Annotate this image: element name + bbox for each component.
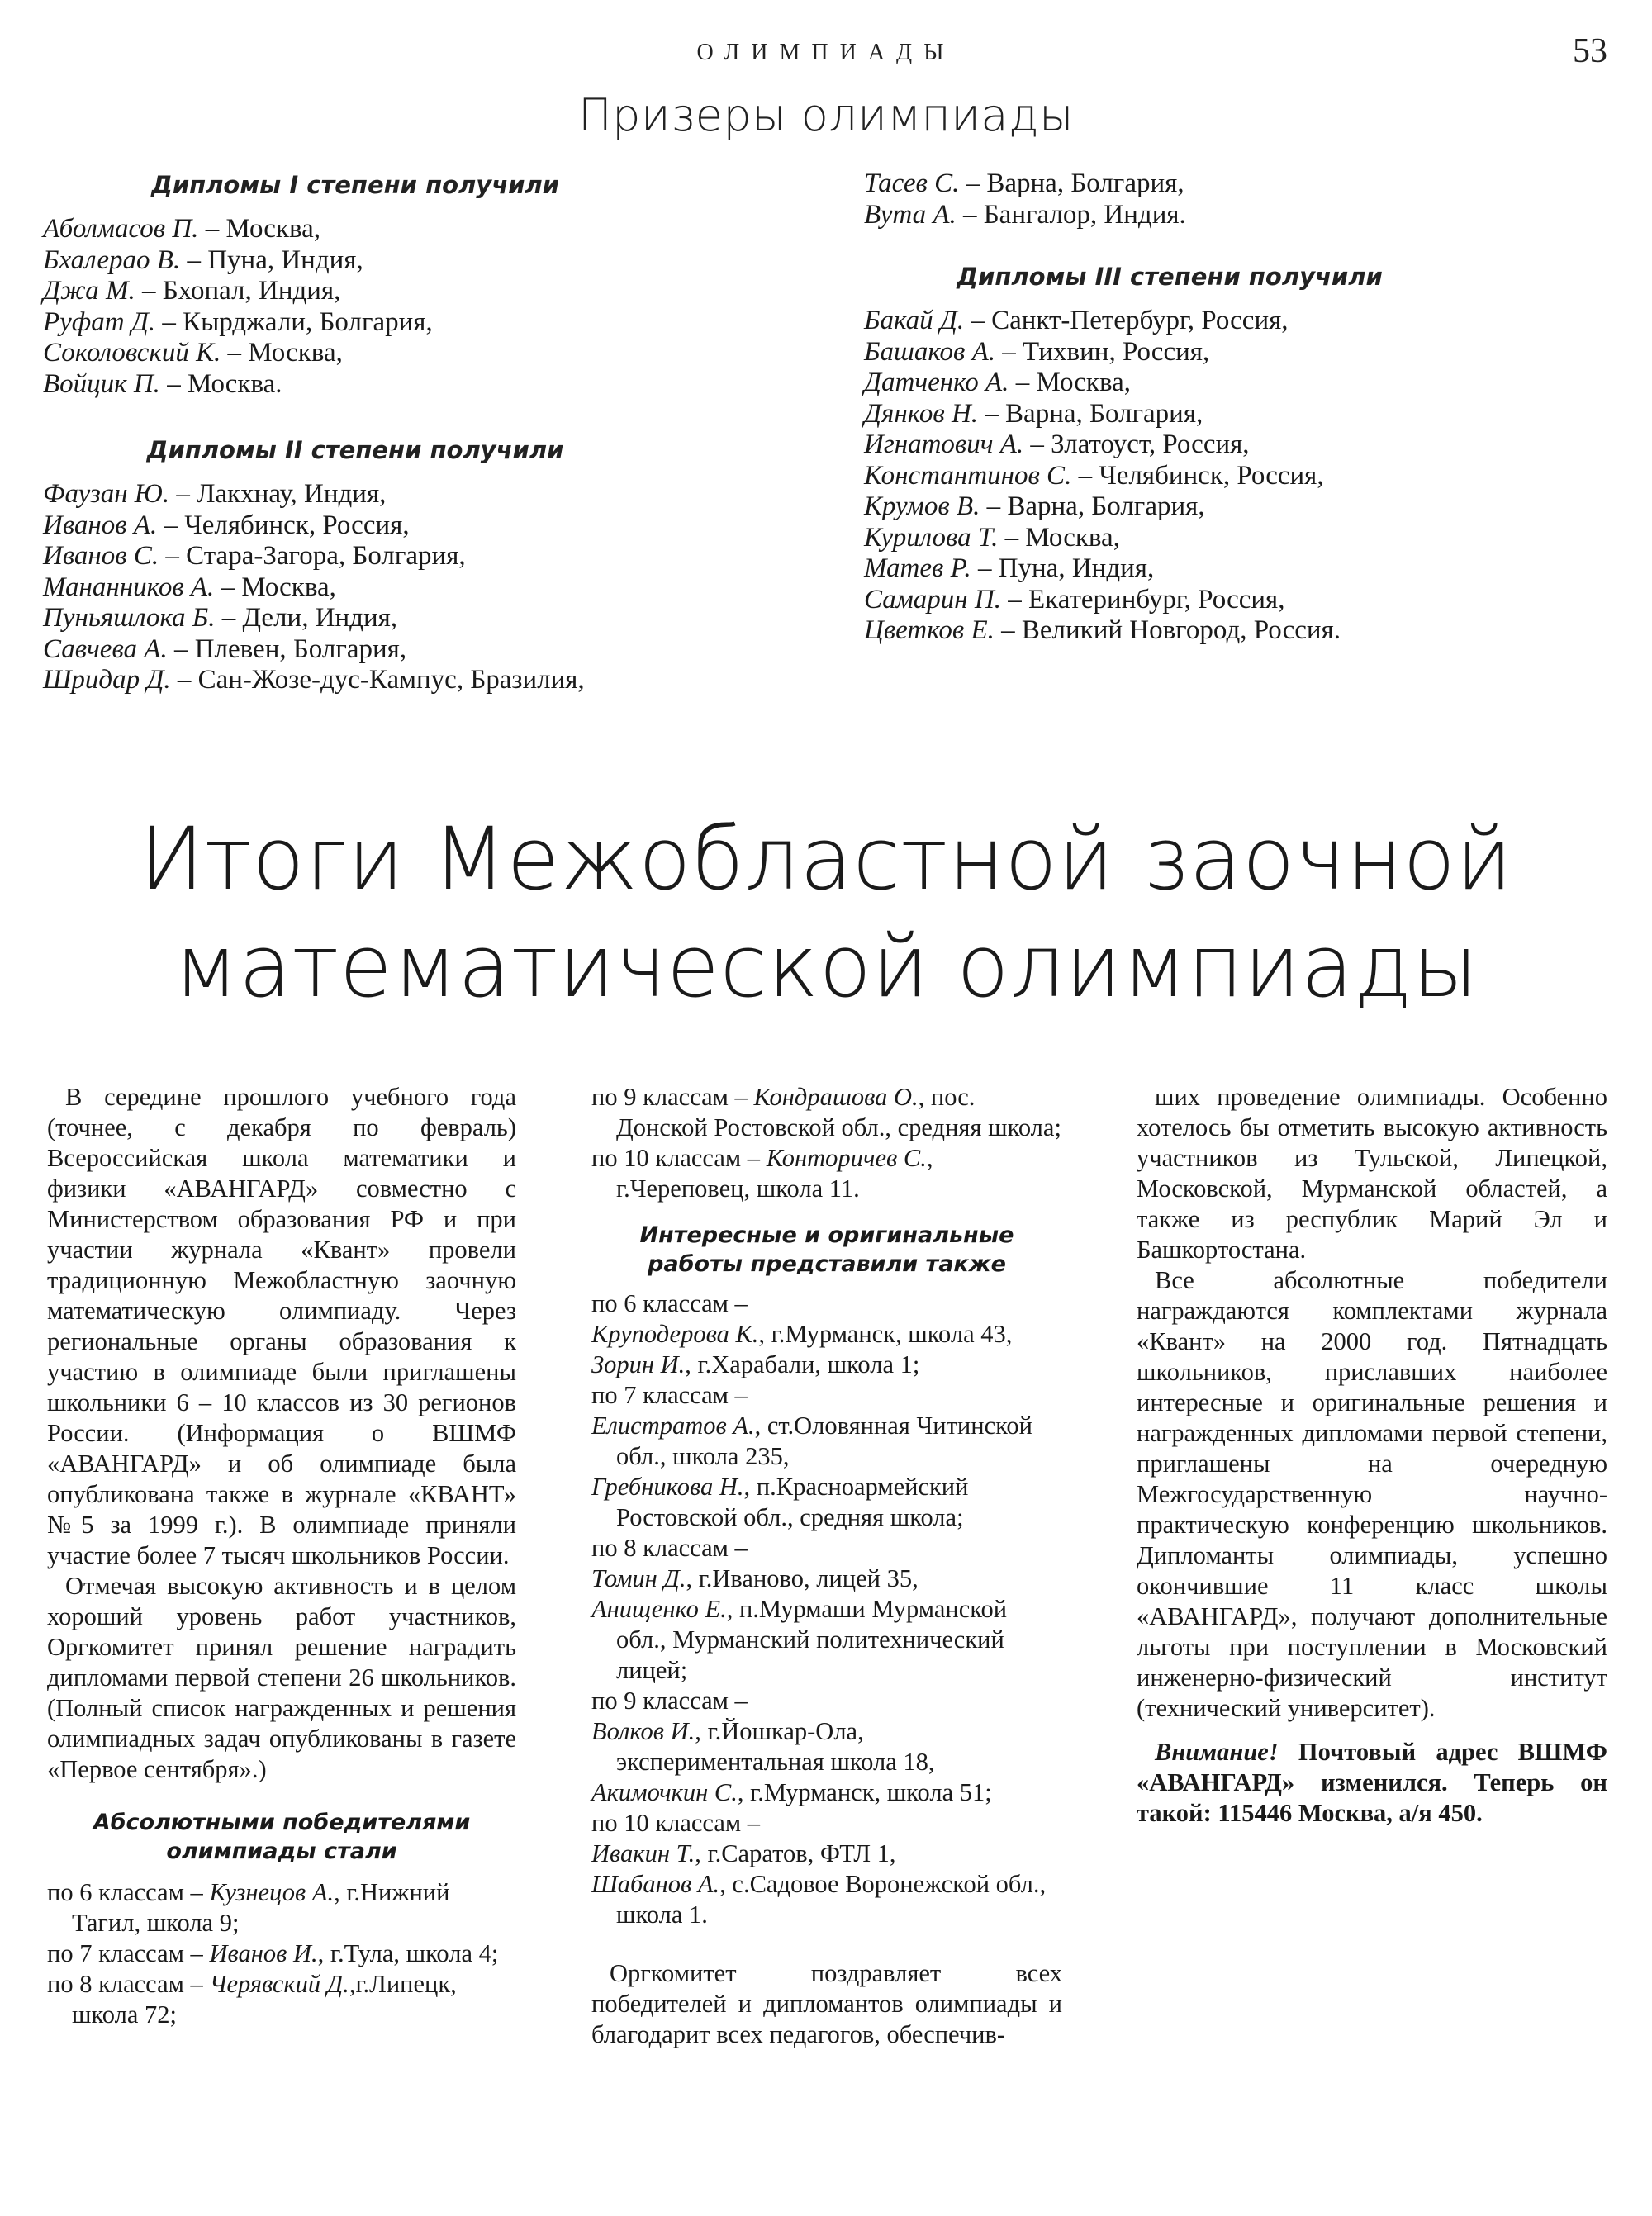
prizewinner-place: – Екатеринбург, Россия, <box>1001 584 1285 615</box>
article-column-1 <box>47 1082 516 2030</box>
entry-rest: , п.Мурмаши Мурманской обл., Мурманский политехнический лицей; <box>616 1595 1008 1684</box>
article-title-line2: математической олимпиады <box>173 916 1479 1017</box>
prizewinner-row <box>864 615 1475 647</box>
list-entry <box>47 1938 516 1969</box>
list-entry <box>591 1869 1062 1930</box>
entry-rest: , г.Череповец, школа 11. <box>616 1144 933 1203</box>
prizewinner-name: Бхалерао В. <box>43 244 181 275</box>
prizewinner-name: Войцик П. <box>43 368 160 399</box>
list-entry <box>591 1716 1062 1777</box>
winners-list <box>47 1877 516 2030</box>
prizewinner-row <box>43 572 667 604</box>
running-head: ОЛИМПИАДЫ <box>696 40 956 65</box>
winners-heading: Абсолютными победителями олимпиады стали <box>93 1810 471 1864</box>
list-entry <box>47 1969 516 2030</box>
prizewinner-place: – Пуна, Индия, <box>971 553 1155 583</box>
entry-name: Черявский Д. <box>209 1970 349 1998</box>
prizewinner-place: – Челябинск, Россия, <box>1071 460 1324 491</box>
prizewinner-name: Матев Р. <box>864 553 971 583</box>
prizewinner-place: – Стара-Загора, Болгария, <box>159 541 466 571</box>
entry-rest: , г.Тула, школа 4; <box>317 1939 499 1967</box>
prizewinner-row <box>43 214 667 245</box>
entry-grade: по 10 классам – <box>591 1144 767 1172</box>
first-degree-heading: Дипломы I степени получили <box>151 171 559 199</box>
prizewinner-name: Савчева А. <box>43 633 168 664</box>
prizewinner-place: – Дели, Индия, <box>215 603 398 633</box>
entry-grade: по 6 классам – <box>591 1289 748 1317</box>
prizewinner-name: Руфат Д. <box>43 306 156 337</box>
prizewinner-name: Крумов В. <box>864 491 980 521</box>
prizewinner-row <box>43 541 667 572</box>
prizewinner-name: Джа М. <box>43 276 135 306</box>
prizewinner-place: – Москва, <box>998 522 1120 553</box>
intro-paragraph: В середине прошлого учебного года (точнее, с декабря по февраль) Всероссийская школа математики и физики «АВАНГАРД» совместно с Министерством образования РФ и при участии журнала «Квант» провели традиционную Межобластную заочную математическую олимпиаду. Через региональные органы образования к участию в олимпиаде были приглашены школьники 6 – 10 классов из 30 регионов России. (Информация о ВШМФ «АВАНГАРД» и об олимпиаде была опубликована также в журнале «КВАНТ» №5 за 1999 г.). В олимпиаде приняли участие более 7 тысяч школьников России. <box>47 1083 516 1569</box>
awards-paragraph: Все абсолютные победители награждаются комплектами журнала «Квант» на 2000 год. Пятнадцать школьников, приславших наиболее интересные и оригинальные решения и награжденных дипломами первой степени, приглашены на очередную Межгосударственную научно-практическую конференцию школьников. Дипломанты олимпиады, успешно окончившие 11 класс школы «АВАНГАРД», получают дополнительные льготы при поступлении в Московский инженерно-физический институт (технический университет). <box>1137 1266 1607 1722</box>
second-degree-list-continued <box>864 168 1607 230</box>
article-column-2 <box>591 1082 1062 2050</box>
prizewinner-name: Пуньяшлока Б. <box>43 603 216 633</box>
third-degree-block <box>864 263 1475 647</box>
section-title: Призеры олимпиады <box>578 89 1074 141</box>
entry-name: Елистратов А. <box>591 1412 755 1440</box>
prizewinner-row <box>43 634 667 666</box>
prizewinner-name: Аболмасов П. <box>43 214 199 244</box>
prizewinner-place: – Варна, Болгария, <box>978 398 1203 429</box>
prizewinner-row <box>864 337 1475 368</box>
list-entry <box>591 1839 1062 1869</box>
prizewinner-row <box>43 307 667 339</box>
prizewinner-name: Дянков Н. <box>864 398 979 429</box>
entry-rest: , г.Мурманск, школа 43, <box>758 1320 1013 1348</box>
prizewinner-place: – Варна, Болгария, <box>980 491 1205 521</box>
entry-rest: , ст.Оловянная Читинской обл., школа 235, <box>616 1412 1032 1470</box>
prizewinner-row <box>43 665 667 696</box>
entry-grade: по 7 классам – <box>47 1939 210 1967</box>
list-entry <box>591 1564 1062 1594</box>
prizewinner-place: – Златоуст, Россия, <box>1023 429 1250 459</box>
entry-rest: , с.Садовое Воронежской обл., школа 1. <box>616 1870 1047 1929</box>
article-title-line1: Итоги Межобластной заочной <box>139 809 1513 909</box>
prizewinner-row <box>43 369 667 401</box>
page-number: 53 <box>1573 32 1607 70</box>
entry-name: Конторичев С. <box>766 1144 927 1172</box>
entry-rest: ,г.Липецк, школа 72; <box>72 1970 457 2029</box>
activity-paragraph: ших проведение олимпиады. Особенно хотелось бы отметить высокую активность участников из Тульской, Липецкой, Московской, Мурманской областей, а также из республик Марий Эл и Башкортостана. <box>1137 1083 1607 1264</box>
prizewinner-place: – Великий Новгород, Россия. <box>994 615 1341 645</box>
prizewinner-place: – Кырджали, Болгария, <box>155 306 433 337</box>
first-degree-list <box>43 214 667 400</box>
prizewinner-place: – Сан-Жозе-дус-Кампус, Бразилия, <box>170 665 585 695</box>
prizewinner-name: Датченко А. <box>864 368 1009 397</box>
prizewinner-name: Вута А. <box>864 199 957 230</box>
entry-rest: , г.Саратов, ФТЛ 1, <box>695 1839 896 1867</box>
entry-name: Шабанов А. <box>591 1870 720 1898</box>
prizewinner-name: Тасев С. <box>864 168 960 198</box>
prizewinner-name: Константинов С. <box>864 460 1072 491</box>
prizewinner-row <box>864 523 1475 554</box>
prizewinner-row <box>43 510 667 542</box>
prizewinner-place: – Москва, <box>221 338 343 368</box>
prizewinner-place: – Санкт-Петербург, Россия, <box>964 306 1289 335</box>
entry-rest: , пос. Донской Ростовской обл., средняя школа; <box>616 1083 1061 1141</box>
first-degree-block <box>43 171 667 400</box>
notice-text: Почтовый адрес ВШМФ «АВАНГАРД» изменился. Теперь он такой: 115446 Москва, а/я 450. <box>1137 1738 1607 1827</box>
prizewinner-row <box>864 461 1475 492</box>
prizewinner-place: – Бхопал, Индия, <box>135 276 341 306</box>
entry-grade: по 10 классам – <box>591 1809 761 1837</box>
prizewinner-name: Цветков Е. <box>864 615 995 645</box>
prizewinner-place: – Москва, <box>198 214 321 244</box>
prizewinner-row <box>43 603 667 634</box>
prizewinner-row <box>864 491 1475 523</box>
list-entry <box>591 1288 1062 1319</box>
third-degree-list <box>864 306 1475 647</box>
list-entry <box>591 1686 1062 1716</box>
entry-rest: , г.Нижний Тагил, школа 9; <box>72 1878 450 1937</box>
prizewinner-row <box>43 276 667 307</box>
article-column-3 <box>1137 1082 1607 1829</box>
prizewinner-name: Самарин П. <box>864 584 1001 615</box>
entry-name: Акимочкин С. <box>591 1778 738 1806</box>
prizewinner-row <box>43 479 667 510</box>
entry-grade: по 7 классам – <box>591 1381 748 1409</box>
list-entry <box>591 1533 1062 1564</box>
entry-name: Круподерова К. <box>591 1320 759 1348</box>
prizewinner-row <box>864 168 1607 200</box>
works-heading <box>591 1221 1062 1279</box>
prizewinner-place: – Плевен, Болгария, <box>167 633 407 664</box>
closing-paragraph: Оргкомитет поздравляет всех победителей и дипломантов олимпиады и благодарит всех педагогов, обеспечив- <box>591 1959 1062 2048</box>
list-entry <box>591 1777 1062 1808</box>
entry-name: Томин Д. <box>591 1564 686 1592</box>
entry-name: Анищенко Е. <box>591 1595 727 1623</box>
list-entry <box>591 1472 1062 1533</box>
committee-paragraph: Отмечая высокую активность и в целом хороший уровень работ участников, Оргкомитет принял решение наградить дипломами первой степени 26 школьников. (Полный список награжденных и решения олимпиадных задач опубликованы в газете «Первое сентября».) <box>47 1572 516 1783</box>
entry-name: Кузнецов А. <box>209 1878 335 1906</box>
list-entry <box>591 1350 1062 1380</box>
prizewinner-place: – Челябинск, Россия, <box>157 510 410 540</box>
list-entry <box>591 1082 1062 1143</box>
prizewinner-name: Игнатович А. <box>864 429 1024 459</box>
prizewinner-place: – Москва, <box>1009 368 1132 397</box>
list-entry <box>47 1877 516 1938</box>
third-degree-heading: Дипломы III степени получили <box>957 263 1383 291</box>
prizewinner-name: Соколовский К. <box>43 338 221 368</box>
prizewinner-name: Башаков А. <box>864 336 996 367</box>
entry-rest: , г.Иваново, лицей 35, <box>686 1564 919 1592</box>
prizewinner-name: Фаузан Ю. <box>43 479 170 509</box>
prizewinner-name: Иванов А. <box>43 510 158 540</box>
second-degree-block <box>43 436 667 696</box>
prizewinner-place: – Пуна, Индия, <box>180 244 363 275</box>
works-heading-line2: работы представили также <box>648 1251 1006 1277</box>
prizewinner-place: – Москва, <box>214 572 336 602</box>
entry-grade: по 6 классам – <box>47 1878 210 1906</box>
entry-rest: , г.Харабали, школа 1; <box>685 1350 920 1378</box>
list-entry <box>591 1380 1062 1411</box>
prizewinner-row <box>864 306 1475 337</box>
entry-rest: , г.Йошкар-Ола, экспериментальная школа 18, <box>616 1717 935 1776</box>
works-heading-line1: Интересные и оригинальные <box>639 1222 1014 1248</box>
prizewinner-place: – Бангалор, Индия. <box>956 199 1186 230</box>
second-degree-list <box>43 479 667 696</box>
address-notice <box>1137 1737 1607 1829</box>
entry-name: Зорин И. <box>591 1350 686 1378</box>
entry-name: Кондрашова О. <box>753 1083 919 1111</box>
notice-lead: Внимание! <box>1155 1738 1279 1766</box>
prizewinner-name: Иванов С. <box>43 541 159 571</box>
prizewinner-place: – Тихвин, Россия, <box>995 336 1210 367</box>
list-entry <box>591 1143 1062 1204</box>
entry-grade: по 9 классам – <box>591 1687 748 1715</box>
entry-rest: , п.Красноармейский Ростовской обл., средняя школа; <box>616 1473 969 1531</box>
entry-name: Иванов И. <box>209 1939 318 1967</box>
entry-name: Ивакин Т. <box>591 1839 695 1867</box>
prizewinner-row <box>43 245 667 277</box>
winners-list-continued <box>591 1082 1062 1204</box>
entry-rest: , г.Мурманск, школа 51; <box>737 1778 992 1806</box>
list-entry <box>591 1411 1062 1472</box>
prizewinner-place: – Варна, Болгария, <box>959 168 1184 198</box>
prizewinner-row <box>864 585 1475 616</box>
prizewinner-row <box>43 338 667 369</box>
prizewinner-row <box>864 200 1607 231</box>
prizewinner-name: Бакай Д. <box>864 306 965 335</box>
entry-name: Волков И. <box>591 1717 695 1745</box>
prizewinner-name: Шридар Д. <box>43 665 171 695</box>
list-entry <box>591 1319 1062 1350</box>
prizewinner-row <box>864 368 1475 399</box>
list-entry <box>591 1594 1062 1686</box>
entry-grade: по 8 классам – <box>591 1534 748 1562</box>
second-degree-heading: Дипломы II степени получили <box>146 436 564 464</box>
prizewinner-name: Курилова Т. <box>864 522 999 553</box>
list-entry <box>591 1808 1062 1839</box>
entry-grade: по 9 классам – <box>591 1083 754 1111</box>
second-degree-continued <box>864 168 1607 230</box>
prizewinner-row <box>864 429 1475 461</box>
works-list <box>591 1288 1062 1930</box>
prizewinner-row <box>864 399 1475 430</box>
article-title <box>0 805 1652 1020</box>
entry-grade: по 8 классам – <box>47 1970 210 1998</box>
prizewinner-name: Мананников А. <box>43 572 215 602</box>
entry-name: Гребникова Н. <box>591 1473 744 1501</box>
prizewinner-place: – Москва. <box>159 368 282 399</box>
prizewinner-row <box>864 553 1475 585</box>
prizewinner-place: – Лакхнау, Индия, <box>169 479 387 509</box>
